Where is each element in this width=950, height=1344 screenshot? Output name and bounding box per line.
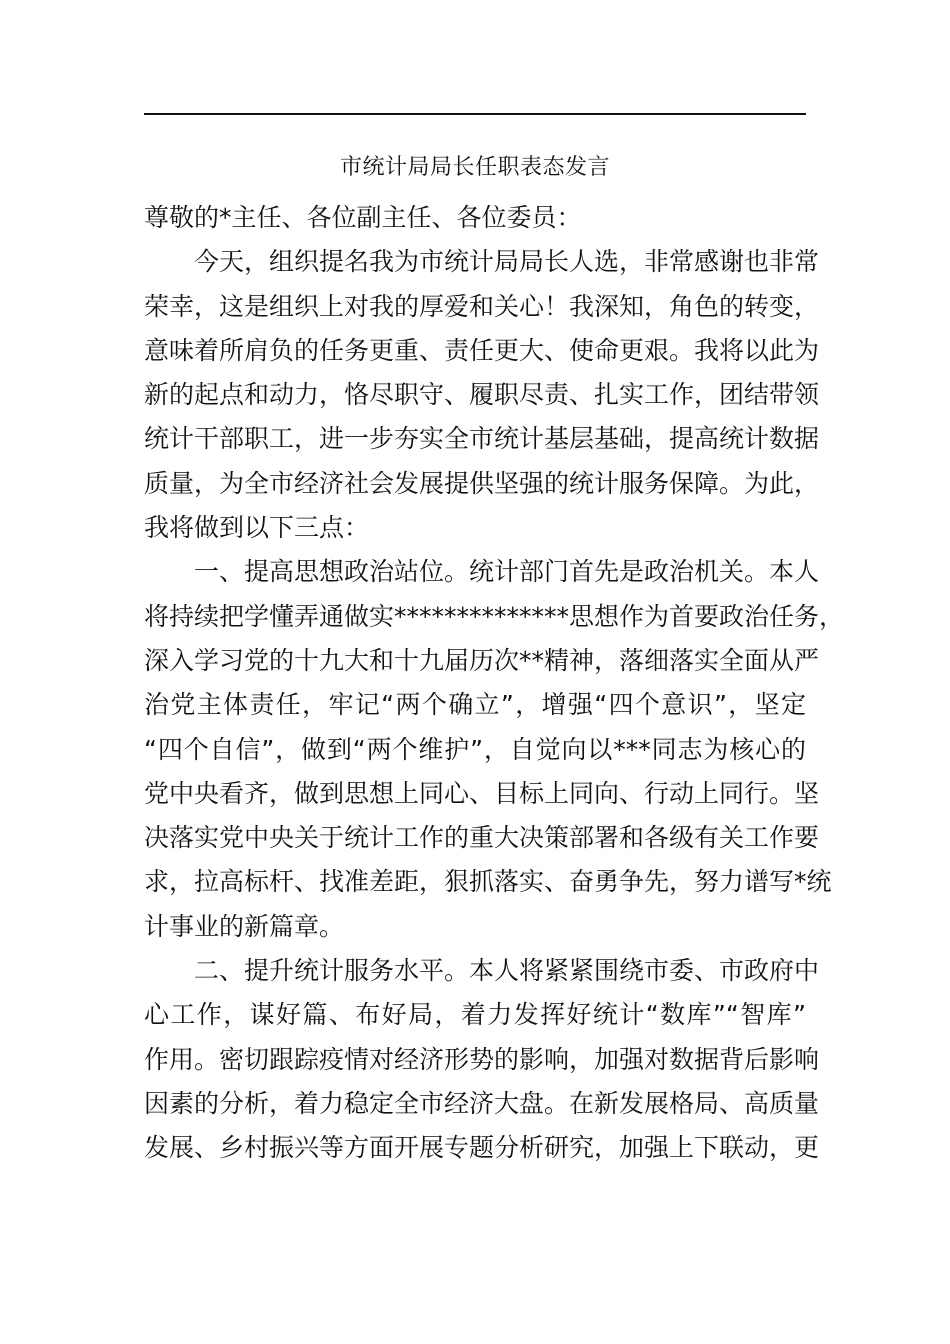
paragraph-line: 发展、乡村振兴等方面开展专题分析研究，加强上下联动，更 — [144, 1133, 820, 1163]
paragraph-line: 深入学习党的十九大和十九届历次**精神，落细落实全面从严 — [144, 645, 820, 675]
document-body — [144, 196, 845, 1171]
paragraph-line: 我将做到以下三点： — [144, 513, 370, 543]
paragraph-line: 意味着所肩负的任务更重、责任更大、使命更艰。我将以此为 — [144, 335, 820, 365]
paragraph-line: 二、提升统计服务水平。本人将紧紧围绕市委、市政府中 — [194, 956, 820, 986]
paragraph-line: “四个自信”，做到“两个维护”，自觉向以***同志为核心的 — [144, 734, 806, 764]
salutation-line: 尊敬的*主任、各位副主任、各位委员： — [144, 203, 582, 232]
paragraph-line: 今天，组织提名我为市统计局局长人选，非常感谢也非常 — [194, 247, 820, 277]
paragraph-line: 将持续把学懂弄通做实**************思想作为首要政治任务， — [144, 601, 845, 631]
paragraph-line: 治党主体责任，牢记“两个确立”，增强“四个意识”，坚定 — [144, 690, 806, 720]
paragraph-line: 计事业的新篇章。 — [144, 911, 345, 941]
paragraph-line: 新的起点和动力，恪尽职守、履职尽责、扎实工作，团结带领 — [144, 380, 820, 410]
paragraph-line: 荣幸，这是组织上对我的厚爱和关心！我深知，角色的转变， — [144, 291, 820, 321]
paragraph-line: 心工作，谋好篇、布好局，着力发挥好统计“数库”“智库” — [144, 1000, 806, 1030]
paragraph-line: 决落实党中央关于统计工作的重大决策部署和各级有关工作要 — [144, 823, 820, 853]
paragraph-line: 求，拉高标杆、找准差距，狠抓落实、奋勇争先，努力谱写*统 — [144, 867, 832, 897]
header-rule — [144, 113, 806, 115]
paragraph-line: 一、提高思想政治站位。统计部门首先是政治机关。本人 — [194, 557, 820, 587]
paragraph-line: 统计干部职工，进一步夯实全市统计基层基础，提高统计数据 — [144, 424, 820, 454]
paragraph-line: 党中央看齐，做到思想上同心、目标上同向、行动上同行。坚 — [144, 778, 820, 808]
paragraph-line: 质量，为全市经济社会发展提供坚强的统计服务保障。为此， — [144, 468, 820, 498]
paragraph-line: 因素的分析，着力稳定全市经济大盘。在新发展格局、高质量 — [144, 1088, 820, 1118]
paragraph-line: 作用。密切跟踪疫情对经济形势的影响，加强对数据背后影响 — [144, 1044, 820, 1074]
document-title: 市统计局局长任职表态发言 — [339, 155, 610, 180]
